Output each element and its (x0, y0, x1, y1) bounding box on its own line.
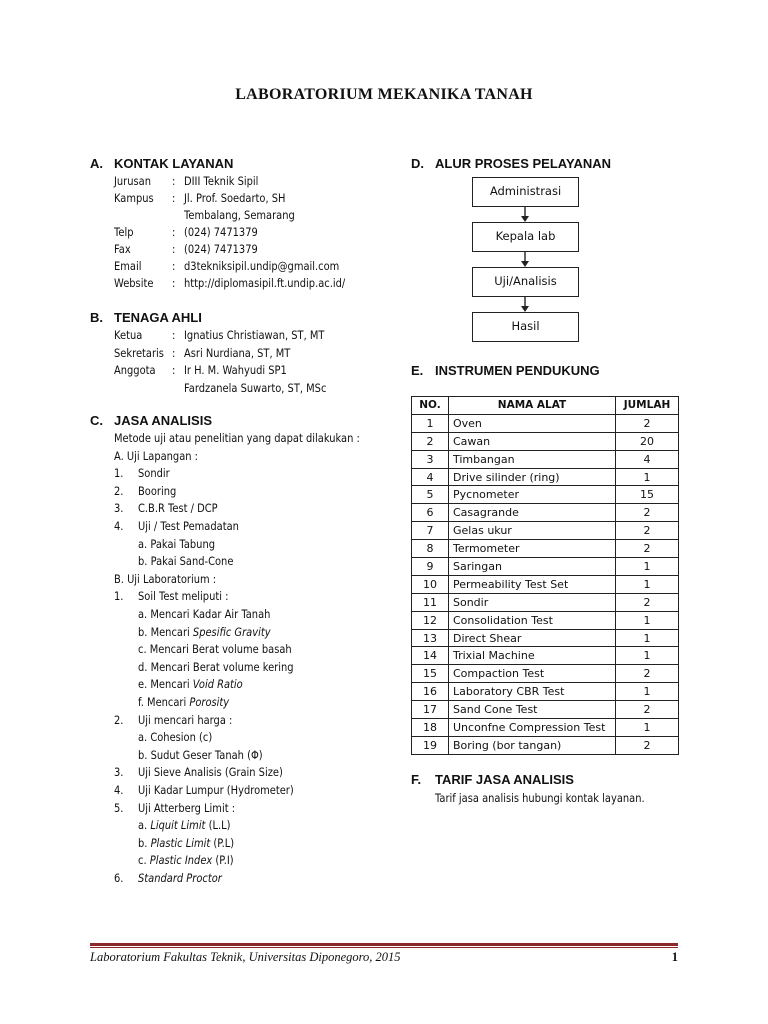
atterberg-item: b. Plastic Limit (P.L) (138, 835, 235, 850)
instrument-number: 14 (412, 647, 449, 665)
table-row (412, 611, 679, 629)
expert-role: Sekretaris (114, 345, 164, 360)
page-title: LABORATORIUM MEKANIKA TANAH (235, 86, 533, 103)
footer-divider-thin (90, 947, 678, 948)
expert-colon: : (172, 328, 176, 342)
footer-text: Laboratorium Fakultas Teknik, Universitas Diponegoro, 2015 (90, 950, 401, 964)
contact-value: (024) 7471379 (184, 225, 258, 239)
instrument-quantity: 1 (616, 719, 679, 737)
contact-label: Kampus (114, 191, 154, 205)
instrument-number: 8 (412, 540, 449, 558)
contact-value: http://diplomasipil.ft.undip.ac.id/ (184, 276, 346, 290)
lab-test-heading: B. Uji Laboratorium : (114, 571, 217, 586)
instrument-number: 1 (412, 414, 449, 432)
column-header-no: NO. (412, 397, 449, 415)
lab-test-name: Uji Kadar Lumpur (Hydrometer) (138, 783, 294, 797)
soil-test-item: f. Mencari Porosity (138, 695, 230, 709)
table-row (412, 736, 679, 754)
soil-test-item: d. Mencari Berat volume kering (138, 659, 294, 674)
field-test-number: 4. (114, 519, 124, 533)
contact-value: (024) 7471379 (184, 242, 258, 256)
instrument-number: 11 (412, 593, 449, 611)
section-b-letter: B. (90, 310, 103, 325)
field-test-heading: A. Uji Lapangan : (114, 448, 199, 463)
table-row (412, 540, 679, 558)
expert-role: Ketua (114, 328, 143, 342)
instrument-quantity: 4 (616, 450, 679, 468)
lab-test-number: 3. (114, 765, 124, 780)
instrument-table (411, 396, 679, 755)
field-test-name: Uji / Test Pemadatan (138, 519, 239, 533)
contact-colon: : (172, 242, 176, 256)
lab-test-number: 6. (114, 871, 124, 885)
instrument-name: Trixial Machine (449, 647, 616, 665)
table-row (412, 504, 679, 522)
table-row (412, 629, 679, 647)
expert-name: Ignatius Christiawan, ST, MT (184, 328, 325, 342)
section-f-heading (411, 772, 574, 787)
flow-step-label: Uji/Analisis (494, 274, 557, 288)
section-c-title: JASA ANALISIS (114, 413, 212, 428)
table-row (412, 665, 679, 683)
instrument-quantity: 1 (616, 558, 679, 576)
expert-name: Asri Nurdiana, ST, MT (184, 345, 291, 360)
instrument-name: Drive silinder (ring) (449, 468, 616, 486)
instrument-name: Compaction Test (449, 665, 616, 683)
instrument-table-body (412, 414, 679, 754)
table-row (412, 701, 679, 719)
tariff-text: Tarif jasa analisis hubungi kontak layanan. (435, 791, 645, 805)
column-header-name: NAMA ALAT (449, 397, 616, 415)
instrument-name: Casagrande (449, 504, 616, 522)
contact-colon: : (172, 276, 176, 290)
lab-test-number: 4. (114, 783, 124, 797)
instrument-number: 4 (412, 468, 449, 486)
section-e-letter: E. (411, 363, 424, 378)
soil-test-item: a. Mencari Kadar Air Tanah (138, 607, 271, 621)
table-row (412, 468, 679, 486)
instrument-number: 5 (412, 486, 449, 504)
instrument-name: Saringan (449, 558, 616, 576)
flow-step-box (472, 177, 579, 207)
instrument-name: Permeability Test Set (449, 575, 616, 593)
expert-role: Anggota (114, 363, 156, 377)
instrument-name: Direct Shear (449, 629, 616, 647)
contact-value: DIII Teknik Sipil (184, 174, 259, 188)
instrument-quantity: 2 (616, 414, 679, 432)
instrument-name: Oven (449, 414, 616, 432)
atterberg-item: c. Plastic Index (P.I) (138, 853, 234, 868)
lab-test-name: Standard Proctor (138, 871, 222, 885)
section-e-heading (411, 363, 600, 378)
contact-colon: : (172, 174, 176, 188)
instrument-quantity: 1 (616, 611, 679, 629)
lab-test-name: Uji mencari harga : (138, 712, 233, 727)
instrument-number: 2 (412, 432, 449, 450)
instrument-quantity: 2 (616, 522, 679, 540)
field-test-number: 1. (114, 466, 124, 481)
page-footer (90, 950, 678, 965)
expert-colon: : (172, 363, 176, 377)
table-row (412, 558, 679, 576)
instrument-number: 13 (412, 629, 449, 647)
contact-label: Jurusan (114, 174, 152, 188)
instrument-number: 6 (412, 504, 449, 522)
section-c-letter: C. (90, 413, 103, 428)
flow-step-label: Administrasi (489, 184, 562, 198)
table-row (412, 522, 679, 540)
lab-test-name: Uji Atterberg Limit : (138, 800, 236, 815)
instrument-quantity: 1 (616, 575, 679, 593)
instrument-quantity: 2 (616, 504, 679, 522)
flow-arrow-icon (519, 207, 531, 223)
instrument-quantity: 1 (616, 629, 679, 647)
contact-value: d3tekniksipil.undip@gmail.com (184, 259, 340, 273)
instrument-name: Sondir (449, 593, 616, 611)
section-f-letter: F. (411, 772, 422, 787)
soil-test-item: c. Mencari Berat volume basah (138, 642, 292, 657)
instrument-name: Boring (bor tangan) (449, 736, 616, 754)
instrument-number: 10 (412, 575, 449, 593)
strength-parameter: b. Sudut Geser Tanah (Φ) (138, 747, 263, 762)
table-header-row (412, 397, 679, 415)
instrument-number: 3 (412, 450, 449, 468)
section-a-letter: A. (90, 156, 103, 171)
compaction-method: b. Pakai Sand-Cone (138, 554, 234, 569)
section-b-heading (90, 310, 202, 325)
instrument-name: Termometer (449, 540, 616, 558)
table-row (412, 647, 679, 665)
section-a-title: KONTAK LAYANAN (114, 156, 234, 171)
instrument-number: 9 (412, 558, 449, 576)
flow-arrow-icon (519, 297, 531, 313)
field-test-number: 3. (114, 501, 124, 516)
table-row (412, 575, 679, 593)
section-d-heading (411, 156, 611, 171)
instrument-name: Sand Cone Test (449, 701, 616, 719)
contact-colon: : (172, 191, 176, 205)
field-test-name: Sondir (138, 466, 170, 481)
expert-name: Ir H. M. Wahyudi SP1 (184, 363, 287, 377)
instrument-number: 7 (412, 522, 449, 540)
instrument-name: Unconfne Compression Test (449, 719, 616, 737)
flow-step-label: Hasil (511, 319, 540, 333)
expert-name: Fardzanela Suwarto, ST, MSc (184, 380, 327, 395)
lab-test-name: Soil Test meliputi : (138, 589, 229, 604)
instrument-name: Gelas ukur (449, 522, 616, 540)
instrument-quantity: 1 (616, 468, 679, 486)
instrument-quantity: 2 (616, 665, 679, 683)
soil-test-item: e. Mencari Void Ratio (138, 677, 243, 692)
analysis-intro: Metode uji atau penelitian yang dapat dilakukan : (114, 431, 360, 445)
table-row (412, 719, 679, 737)
instrument-name: Consolidation Test (449, 611, 616, 629)
instrument-number: 18 (412, 719, 449, 737)
instrument-number: 12 (412, 611, 449, 629)
footer-divider (90, 943, 678, 946)
compaction-method: a. Pakai Tabung (138, 536, 215, 551)
instrument-quantity: 1 (616, 647, 679, 665)
instrument-quantity: 15 (616, 486, 679, 504)
field-test-name: C.B.R Test / DCP (138, 501, 218, 516)
contact-label: Website (114, 276, 154, 290)
flow-step-box (472, 312, 579, 342)
table-row (412, 432, 679, 450)
instrument-quantity: 2 (616, 540, 679, 558)
soil-test-item: b. Mencari Spesific Gravity (138, 624, 271, 639)
contact-label: Email (114, 259, 142, 273)
flow-step-box (472, 222, 579, 252)
table-row (412, 450, 679, 468)
instrument-name: Laboratory CBR Test (449, 683, 616, 701)
table-row (412, 593, 679, 611)
instrument-quantity: 2 (616, 701, 679, 719)
instrument-name: Pycnometer (449, 486, 616, 504)
flow-step-label: Kepala lab (495, 229, 556, 243)
strength-parameter: a. Cohesion (c) (138, 730, 213, 745)
table-row (412, 486, 679, 504)
instrument-number: 19 (412, 736, 449, 754)
section-d-letter: D. (411, 156, 424, 171)
lab-test-number: 2. (114, 712, 124, 727)
table-row (412, 683, 679, 701)
section-e-title: INSTRUMEN PENDUKUNG (435, 363, 600, 378)
flow-arrow-icon (519, 252, 531, 268)
lab-test-number: 1. (114, 589, 124, 604)
instrument-number: 16 (412, 683, 449, 701)
section-c-heading (90, 413, 212, 428)
section-a-heading (90, 156, 233, 171)
field-test-number: 2. (114, 483, 124, 498)
instrument-quantity: 2 (616, 593, 679, 611)
flow-step-box (472, 267, 579, 297)
instrument-number: 15 (412, 665, 449, 683)
instrument-quantity: 2 (616, 736, 679, 754)
expert-colon: : (172, 345, 176, 360)
section-d-title: ALUR PROSES PELAYANAN (435, 156, 612, 171)
instrument-quantity: 1 (616, 683, 679, 701)
page-number: 1 (671, 950, 678, 964)
section-f-title: TARIF JASA ANALISIS (435, 772, 574, 787)
contact-value: Jl. Prof. Soedarto, SH (184, 191, 286, 205)
contact-colon: : (172, 225, 176, 239)
lab-test-name: Uji Sieve Analisis (Grain Size) (138, 765, 283, 780)
instrument-number: 17 (412, 701, 449, 719)
instrument-name: Timbangan (449, 450, 616, 468)
contact-colon: : (172, 259, 176, 273)
contact-value: Tembalang, Semarang (184, 208, 295, 222)
contact-label: Fax (114, 242, 131, 256)
contact-label: Telp (114, 225, 134, 239)
column-header-qty: JUMLAH (616, 397, 679, 415)
instrument-name: Cawan (449, 432, 616, 450)
field-test-name: Booring (138, 483, 177, 498)
atterberg-item: a. Liquit Limit (L.L) (138, 818, 231, 833)
lab-test-number: 5. (114, 800, 124, 815)
instrument-quantity: 20 (616, 432, 679, 450)
table-row (412, 414, 679, 432)
section-b-title: TENAGA AHLI (114, 310, 202, 325)
